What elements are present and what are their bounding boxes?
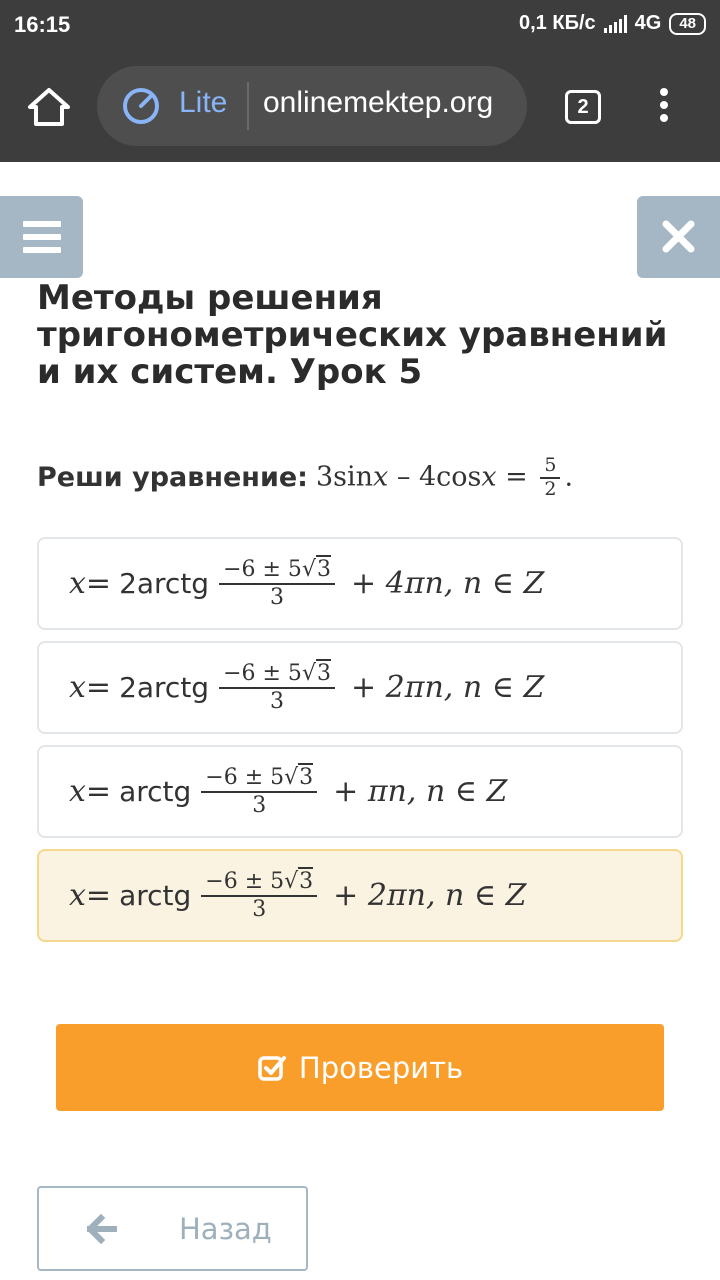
status-bar: [0, 0, 720, 52]
close-button[interactable]: [637, 196, 720, 278]
checkbox-icon: [257, 1053, 287, 1083]
check-button[interactable]: [56, 1024, 664, 1111]
signal-icon: [604, 15, 627, 33]
question-prompt: Реши уравнение:: [37, 462, 308, 494]
tab-switcher-button[interactable]: 2: [565, 90, 601, 124]
lite-mode-label: Lite: [179, 86, 228, 119]
answer-option-2[interactable]: x = 2arctg $\frac{-6 \pm 5√3}{3}$ + 2πn, n ∈ Z: [37, 641, 683, 734]
option-fraction: $\frac{-6 \pm 5√3}{3}$: [219, 557, 335, 610]
address-bar[interactable]: [97, 66, 527, 146]
option-function: 2arctg: [119, 567, 210, 600]
option-fraction: $\frac{-6 \pm 5√3}{3}$: [219, 661, 335, 714]
answer-option-3[interactable]: x = arctg $\frac{-6 \pm 5√3}{3}$ + πn, n ∈ Z: [37, 745, 683, 838]
arrow-left-icon: [87, 1214, 117, 1244]
back-button[interactable]: [37, 1186, 308, 1271]
status-indicators: [519, 12, 706, 35]
net-speed: 0,1 КБ/с: [519, 12, 596, 34]
answer-option-4-selected[interactable]: x = arctg $\frac{-6 \pm 5√3}{3}$ + 2πn, n ∈ Z: [37, 849, 683, 942]
url-text: onlinemektep.org: [263, 86, 494, 119]
more-menu-icon[interactable]: [656, 88, 672, 128]
lite-mode-icon: [121, 86, 161, 126]
answer-option-1[interactable]: x = 2arctg $\frac{-6 \pm 5√3}{3}$ + 4πn, n ∈ Z: [37, 537, 683, 630]
option-tail: + 2πn, n ∈ Z: [333, 878, 527, 913]
hamburger-menu-button[interactable]: [0, 196, 83, 278]
question-equation: 3sinx – 4cosx = $\frac{5}{2}$ .: [315, 454, 574, 500]
close-icon: [637, 196, 720, 278]
option-tail: + πn, n ∈ Z: [333, 774, 508, 809]
check-button-label: Проверить: [298, 1050, 464, 1085]
question: [37, 455, 677, 501]
option-fraction: $\frac{-6 \pm 5√3}{3}$: [201, 765, 317, 818]
option-tail: + 4πn, n ∈ Z: [350, 566, 545, 601]
back-button-label: Назад: [179, 1212, 272, 1246]
status-time: 16:15: [14, 12, 71, 37]
battery-icon: 48: [669, 13, 706, 35]
home-icon[interactable]: [24, 82, 74, 132]
option-tail: + 2πn, n ∈ Z: [350, 670, 545, 705]
url-divider: [247, 82, 249, 130]
network-type: 4G: [634, 12, 662, 34]
option-function: 2arctg: [119, 671, 210, 704]
page-title: Методы решения тригонометрических уравнений и их систем. Урок 5: [37, 278, 668, 392]
option-function: arctg: [119, 879, 192, 912]
browser-toolbar: [0, 52, 720, 162]
option-fraction: $\frac{-6 \pm 5√3}{3}$: [201, 869, 317, 922]
option-function: arctg: [119, 775, 192, 808]
